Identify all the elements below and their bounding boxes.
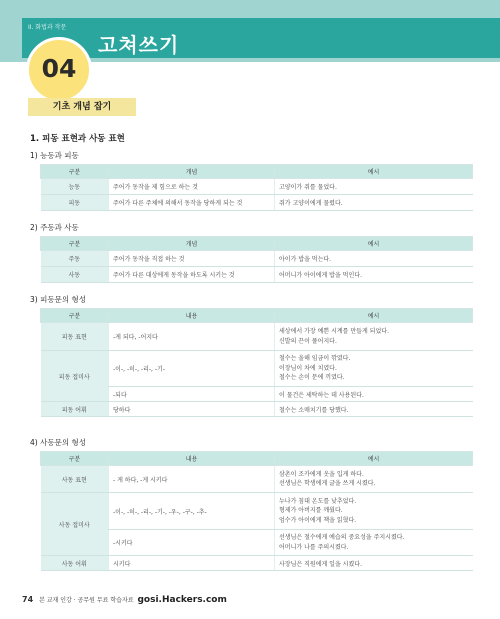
row-desc: 주어가 동작을 제 힘으로 하는 것 [109, 179, 275, 195]
row-example [275, 351, 473, 387]
table-row [41, 402, 473, 417]
row-key: 능동 [41, 179, 109, 195]
row-example: 사장님은 직원에게 일을 시켰다. [275, 556, 473, 571]
header-cell: 내용 [109, 309, 275, 323]
header-cell: 구분 [41, 452, 109, 466]
row-desc: -시키다 [109, 530, 275, 556]
row-example: 철수는 소매치기를 당했다. [275, 402, 473, 417]
chapter-number: 04 [41, 54, 77, 83]
header-cell: 예시 [275, 309, 473, 323]
row-example: 어머니가 아이에게 밥을 먹인다. [275, 267, 473, 283]
row-desc: - 게 하다, -게 시키다 [109, 466, 275, 493]
table-header-row [41, 309, 473, 323]
subsection-title: 4) 사동문의 형성 [30, 438, 86, 447]
table-row [41, 323, 473, 351]
example-item: 철수는 올해 임금이 깎였다. [279, 355, 351, 363]
row-example [275, 493, 473, 530]
example-item: 어머니가 나를 주의시켰다. [279, 543, 349, 551]
table-header-row [41, 165, 473, 179]
example-item: 이장님이 차에 치였다. [279, 364, 337, 372]
table-header-row [41, 452, 473, 466]
row-desc: 주어가 다른 대상에게 동작을 하도록 시키는 것 [109, 267, 275, 283]
row-example: 아이가 밥을 먹는다. [275, 251, 473, 267]
subsection-title: 2) 주동과 사동 [30, 223, 79, 232]
example-item: 엄수가 아이에게 책을 읽혔다. [279, 516, 357, 524]
row-key: 사동 표현 [41, 466, 109, 493]
example-item: 철수는 손이 문에 끼였다. [279, 374, 345, 382]
example-item: 세상에서 가장 예쁜 시계를 만들게 되었다. [279, 328, 389, 335]
row-desc: -게 되다, -어지다 [109, 323, 275, 351]
row-key: 사동 접미사 [41, 493, 109, 556]
active-passive-table [40, 164, 473, 211]
row-key: 피동 어휘 [41, 402, 109, 417]
chapter-label: II. 화법과 작문 [28, 24, 67, 31]
row-example [275, 530, 473, 556]
header-cell: 예시 [275, 452, 473, 466]
example-item: 선생님은 철수에게 예습의 중요성을 주지시켰다. [279, 534, 405, 541]
row-desc: 당하다 [109, 402, 275, 417]
footer-site: gosi.Hackers.com [137, 595, 227, 605]
row-desc: -되다 [109, 387, 275, 402]
example-item: 선생님은 학생에게 글을 쓰게 시켰다. [279, 480, 376, 487]
header-bar [22, 18, 500, 58]
row-example: 쥐가 고양이에게 물렸다. [275, 195, 473, 211]
table-row [41, 556, 473, 571]
example-item: 신발의 끈이 풀어지다. [279, 337, 337, 345]
causative-formation-table [40, 451, 473, 571]
header-cell: 내용 [109, 452, 275, 466]
page-footer [22, 595, 227, 605]
header-cell: 구분 [41, 165, 109, 179]
table-row [41, 466, 473, 493]
footer-text: 본 교재 인강 · 공무원 무료 학습자료 [39, 597, 134, 604]
section-badge: 기초 개념 잡기 [28, 98, 136, 116]
passive-formation-table [40, 308, 473, 417]
header-cell: 개념 [109, 237, 275, 251]
header-cell: 예시 [275, 165, 473, 179]
row-example: 고양이가 쥐를 물었다. [275, 179, 473, 195]
subsection-title: 1) 능동과 피동 [30, 151, 79, 160]
table-row [41, 251, 473, 267]
table-row [41, 179, 473, 195]
row-key: 피동 접미사 [41, 351, 109, 402]
page-number: 74 [22, 595, 34, 604]
row-example [275, 466, 473, 493]
page-title: 고쳐쓰기 [98, 33, 180, 57]
example-item: 누나가 침대 온도를 낮추었다. [279, 497, 357, 505]
row-key: 주동 [41, 251, 109, 267]
causative-table [40, 236, 473, 283]
table-row [41, 493, 473, 530]
row-key: 사동 어휘 [41, 556, 109, 571]
row-desc: 주어가 다른 주체에 의해서 동작을 당하게 되는 것 [109, 195, 275, 211]
table-header-row [41, 237, 473, 251]
table-row [41, 351, 473, 387]
example-item: 형제가 아버지를 깨웠다. [279, 507, 343, 515]
table-row [41, 267, 473, 283]
example-item: 삼촌이 조카에게 옷을 입게 하다. [279, 470, 364, 478]
row-desc: 시키다 [109, 556, 275, 571]
chapter-number-badge [26, 37, 92, 103]
header-cell: 구분 [41, 237, 109, 251]
row-key: 사동 [41, 267, 109, 283]
row-example: 이 물건은 세탁하는 데 사용된다. [275, 387, 473, 402]
section-title: 1. 피동 표현과 사동 표현 [30, 134, 125, 144]
row-example [275, 323, 473, 351]
row-desc: -이-, -히-, -리-, -기-, -우-, -구-, -추- [109, 493, 275, 530]
header-cell: 개념 [109, 165, 275, 179]
row-key: 피동 표현 [41, 323, 109, 351]
row-desc: -이-, -히-, -리-, -기- [109, 351, 275, 387]
row-key: 피동 [41, 195, 109, 211]
table-row [41, 195, 473, 211]
row-desc: 주어가 동작을 직접 하는 것 [109, 251, 275, 267]
header-cell: 예시 [275, 237, 473, 251]
subsection-title: 3) 피동문의 형성 [30, 295, 86, 304]
header-cell: 구분 [41, 309, 109, 323]
